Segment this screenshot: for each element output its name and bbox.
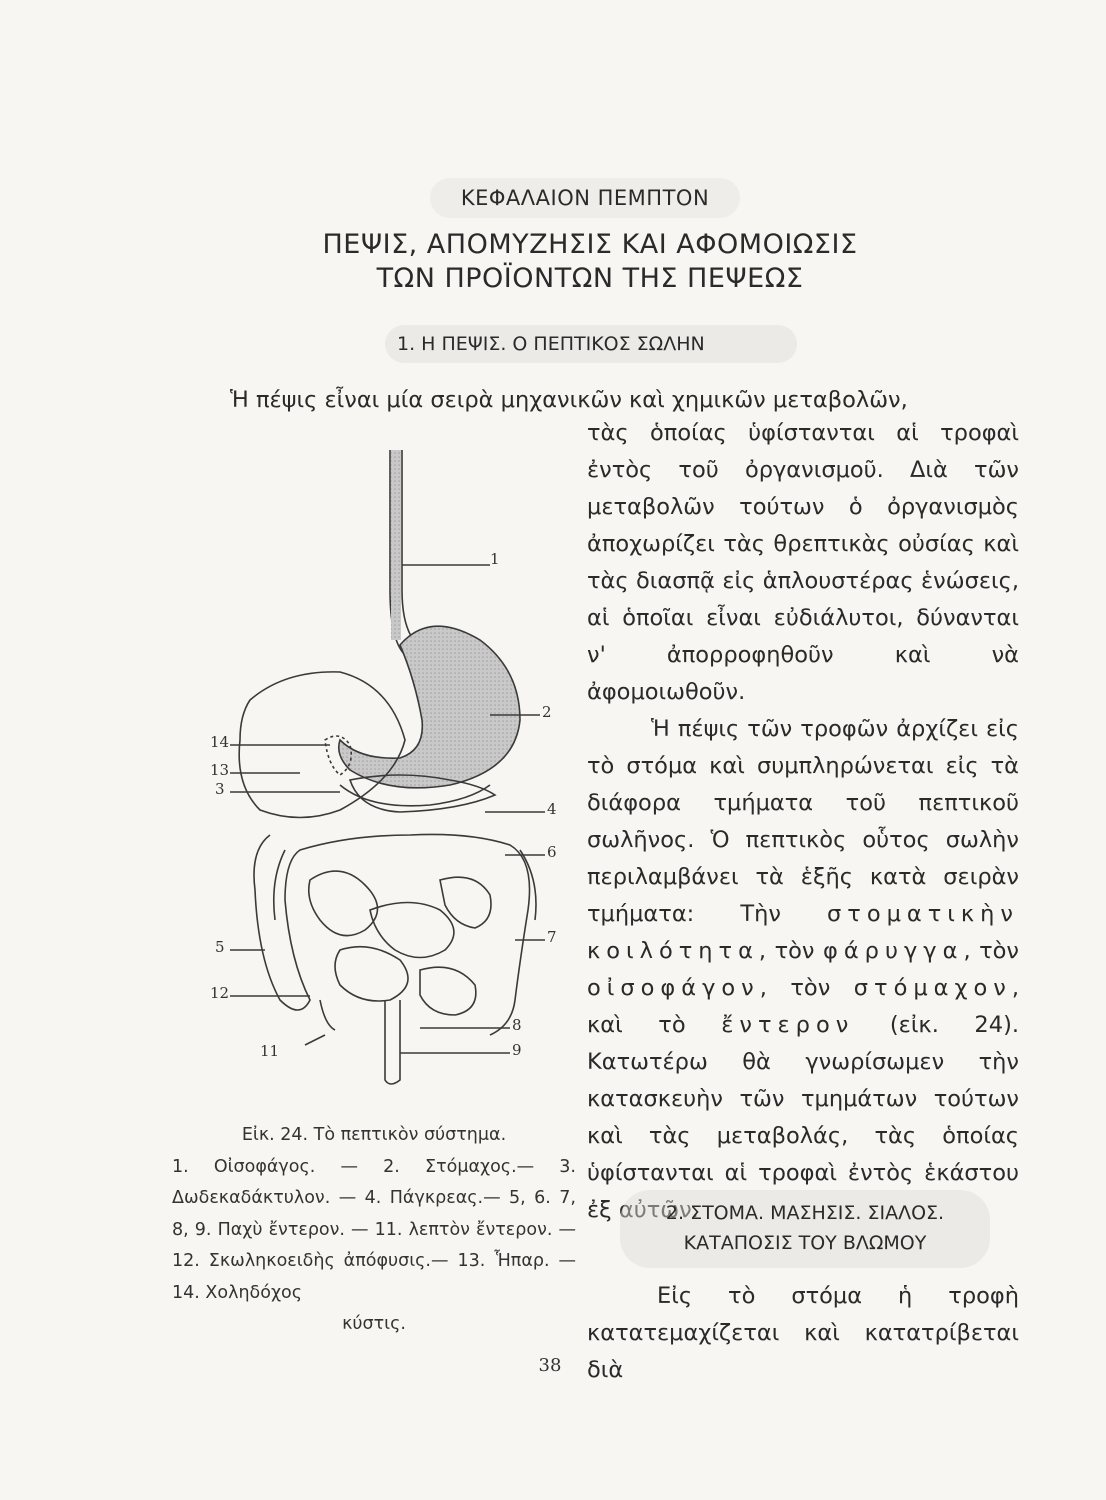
chapter-title — [300, 228, 880, 296]
text-column-2 — [587, 1278, 1019, 1389]
section-heading-2 — [620, 1190, 990, 1268]
section-heading-2-line-2: ΚΑΤΑΠΟΣΙΣ ΤΟΥ ΒΛΩΜΟΥ — [683, 1232, 927, 1254]
caption-title: Εἰκ. 24. Τὸ πεπτικὸν σύστημα. — [241, 1125, 507, 1145]
caption-body: 1. Οἰσοφάγος. — 2. Στόμαχος.— 3. Δωδεκαδάκτυλον. — 4. Πάγκρεας.— 5, 6. 7, 8, 9. Παχὺ ἔντερον. — 11. λεπτὸν ἔντερον. — 12. Σκωληκοειδὴς ἀπόφυσις.— 13. Ἧπαρ. — 14. Χοληδόχος — [172, 1156, 576, 1303]
figure-label-14: 14 — [210, 733, 230, 751]
figure-label-13: 13 — [210, 761, 230, 779]
term-pharynx: φάρυγγα — [823, 938, 964, 964]
term-mouth: στοματικὴν κοιλότητα — [587, 901, 1019, 964]
figure-caption — [172, 1120, 576, 1341]
figure-label-2: 2 — [542, 703, 552, 721]
figure-label-6: 6 — [547, 843, 557, 861]
digestive-system-illustration — [190, 440, 590, 1090]
chapter-heading: ΚΕΦΑΛΑΙΟΝ ΠΕΜΠΤΟΝ — [430, 178, 740, 218]
figure-label-3: 3 — [215, 780, 225, 798]
section-heading-2-line-1: 2. ΣΤΟΜΑ. ΜΑΣΗΣΙΣ. ΣΙΑΛΟΣ. — [665, 1202, 945, 1224]
figure-label-11: 11 — [260, 1042, 280, 1060]
caption-end: κύστις. — [342, 1314, 406, 1334]
paragraph-3: Εἰς τὸ στόμα ἡ τροφὴ κατατεμαχίζεται καὶ κατατρίβεται διὰ — [587, 1283, 1019, 1383]
paragraph-2: Ἡ πέψις τῶν τροφῶν ἀρχίζει εἰς τὸ στόμα καὶ συμπληρώνεται εἰς τὰ διάφορα τμήματα τοῦ πεπτικοῦ σωλῆνος. Ὁ πεπτικὸς οὗτος σωλὴν περιλαμβάνει τὰ ἑξῆς κατὰ σειρὰν τμήματα: Τὴν στοματικὴν κοιλότητα, τὸν φάρυγγα, τὸν οἰσοφάγον, τὸν στόμαχον, καὶ τὸ ἔντερον (εἰκ. 24). Κατωτέρω θὰ γνωρίσωμεν τὴν κατασκευὴν τῶν τμημάτων τούτων καὶ τὰς μεταβολάς, τὰς ὁποίας ὑφίστανται αἱ τροφαὶ ἐντὸς ἑκάστου ἐξ αὐτῶν. — [587, 716, 1019, 1223]
term-intestine: ἔντερον — [721, 1012, 855, 1038]
paragraph-1-first-line: Ἡ πέψις εἶναι μία σειρὰ μηχανικῶν καὶ χημικῶν μεταβολῶν, — [230, 387, 908, 413]
term-stomach: στόμαχον — [853, 975, 1012, 1001]
digestive-system-figure — [190, 440, 590, 1090]
paragraph-1: τὰς ὁποίας ὑφίστανται αἱ τροφαὶ ἐντὸς τοῦ ὀργανισμοῦ. Διὰ τῶν μεταβολῶν τούτων ὁ ὀργανισμὸς ἀποχωρίζει τὰς θρεπτικὰς οὐσίας καὶ τὰς διασπᾷ εἰς ἁπλουστέρας ἑνώσεις, αἱ ὁποῖαι εἶναι εὐδιάλυτοι, δύνανται ν' ἀπορροφηθοῦν καὶ νὰ ἀφομοιωθοῦν. — [587, 420, 1019, 705]
section-heading-1: 1. Η ΠΕΨΙΣ. Ο ΠΕΠΤΙΚΟΣ ΣΩΛΗΝ — [385, 325, 797, 363]
text-column — [587, 415, 1019, 1229]
figure-label-5: 5 — [215, 938, 225, 956]
figure-label-1: 1 — [490, 550, 500, 568]
page-number: 38 — [538, 1355, 562, 1376]
chapter-title-line-2: ΤΩΝ ΠΡΟΪΟΝΤΩΝ ΤΗΣ ΠΕΨΕΩΣ — [376, 263, 804, 294]
figure-label-8: 8 — [512, 1016, 522, 1034]
term-esophagus: οἰσοφάγον — [587, 975, 760, 1001]
figure-label-4: 4 — [547, 800, 557, 818]
figure-label-9: 9 — [512, 1041, 522, 1059]
figure-label-7: 7 — [547, 928, 557, 946]
figure-label-12: 12 — [210, 984, 230, 1002]
chapter-title-line-1: ΠΕΨΙΣ, ΑΠΟΜΥΖΗΣΙΣ ΚΑΙ ΑΦΟΜΟΙΩΣΙΣ — [322, 229, 858, 260]
